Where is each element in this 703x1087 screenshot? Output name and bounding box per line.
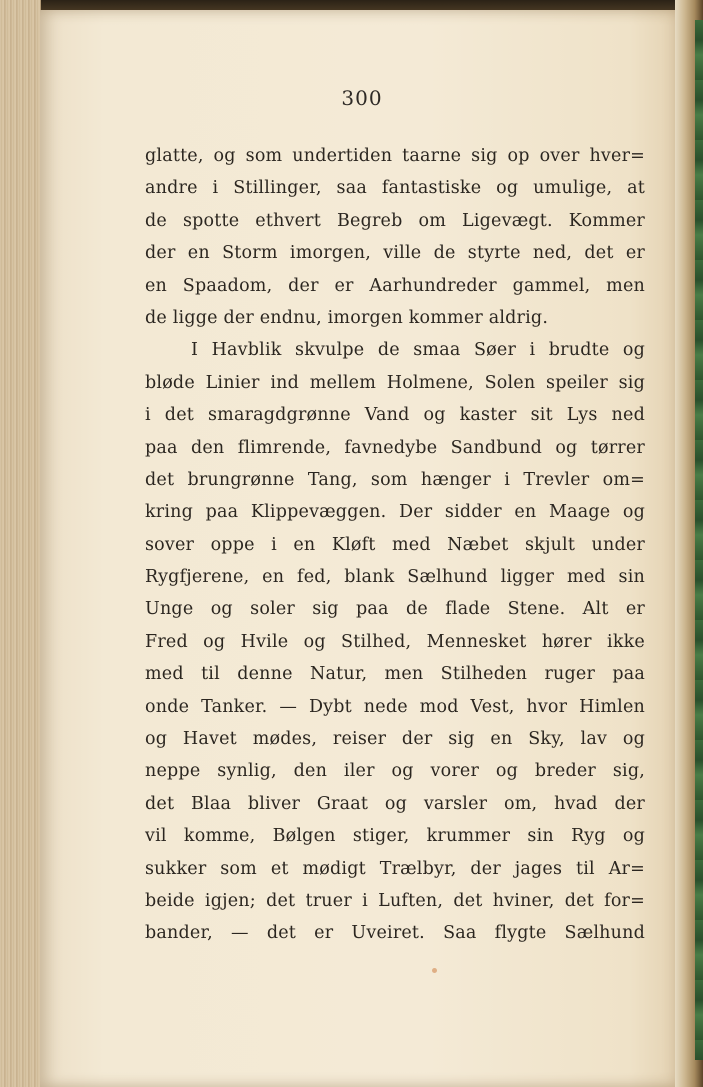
text-line: det Blaa bliver Graat og varsler om, hvad der <box>145 793 645 814</box>
text-line: det brungrønne Tang, som hænger i Trevler om= <box>145 469 645 490</box>
text-line: I Havblik skvulpe de smaa Søer i brudte og <box>191 340 645 361</box>
page-number: 300 <box>341 86 383 110</box>
body-text <box>145 140 645 950</box>
text-line: Unge og soler sig paa de flade Stene. Alt er <box>145 599 645 620</box>
text-line: onde Tanker. — Dybt nede mod Vest, hvor Himlen <box>145 696 645 717</box>
binding-strip <box>695 20 703 1060</box>
paper-stain <box>432 968 437 973</box>
page-stack-left-edge <box>0 0 41 1087</box>
text-line: paa den flimrende, favnedybe Sandbund og tørrer <box>145 437 645 458</box>
text-line: beide igjen; det truer i Luften, det hviner, det for= <box>145 890 645 911</box>
text-line: de spotte ethvert Begreb om Ligevægt. Kommer <box>145 210 645 231</box>
text-line: andre i Stillinger, saa fantastiske og umulige, at <box>145 178 645 199</box>
text-line: neppe synlig, den iler og vorer og breder sig, <box>145 761 645 782</box>
text-line: med til denne Natur, men Stilheden ruger paa <box>145 664 645 685</box>
text-line: Fred og Hvile og Stilhed, Mennesket hører ikke <box>145 631 645 652</box>
text-line: kring paa Klippevæggen. Der sidder en Maage og <box>145 502 645 523</box>
text-line: bløde Linier ind mellem Holmene, Solen speiler sig <box>145 372 645 393</box>
text-line: vil komme, Bølgen stiger, krummer sin Ryg og <box>145 826 645 847</box>
text-line: de ligge der endnu, imorgen kommer aldrig. <box>145 307 549 328</box>
text-line: der en Storm imorgen, ville de styrte ned, det er <box>145 243 645 264</box>
text-line: i det smaragdgrønne Vand og kaster sit Lys ned <box>145 405 645 426</box>
text-line: glatte, og som undertiden taarne sig op over hver= <box>145 146 645 166</box>
text-line: sover oppe i en Kløft med Næbet skjult under <box>145 534 645 555</box>
text-line: en Spaadom, der er Aarhundreder gammel, men <box>145 275 645 296</box>
text-line: og Havet mødes, reiser der sig en Sky, lav og <box>145 729 645 750</box>
text-line: bander, — det er Uveiret. Saa flygte Sælhund <box>145 923 645 944</box>
text-line: sukker som et mødigt Trælbyr, der jages til Ar= <box>145 858 645 879</box>
text-line: Rygfjerene, en fed, blank Sælhund ligger med sin <box>145 567 645 588</box>
